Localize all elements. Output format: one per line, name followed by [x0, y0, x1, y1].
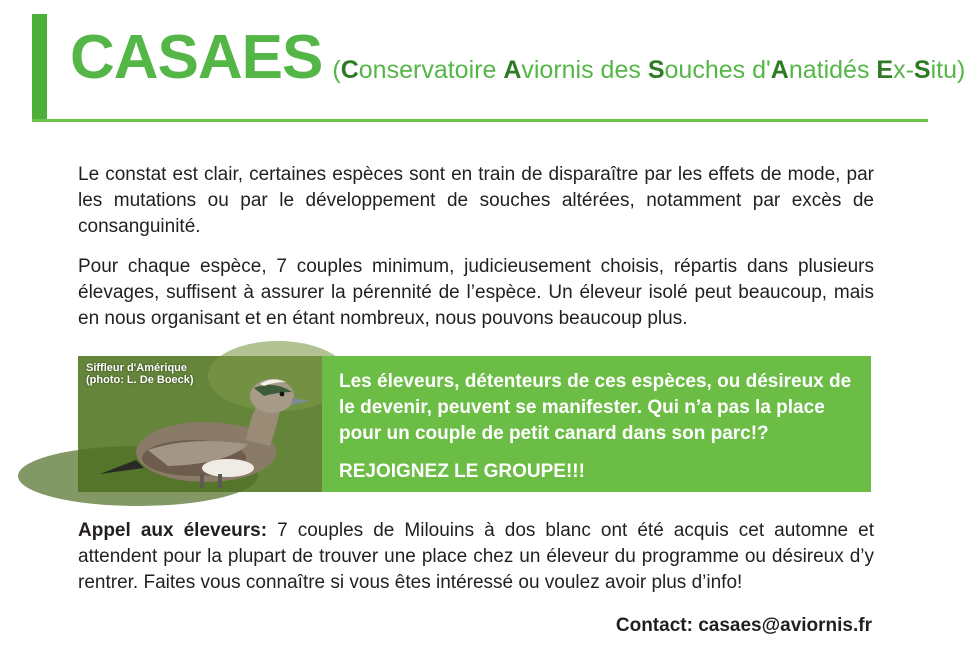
contact-line	[616, 615, 872, 637]
title-expansion	[332, 56, 965, 84]
subtitle-word: onservatoire	[358, 56, 504, 84]
subtitle-paren-close: )	[957, 56, 965, 84]
subtitle-letter: S	[647, 56, 665, 84]
contact-label: Contact:	[615, 615, 699, 636]
title-acronym: CASAES	[70, 23, 323, 92]
subtitle-word: viornis des	[521, 56, 648, 84]
title-accent-bar	[32, 14, 47, 120]
subtitle-word: itu	[930, 56, 957, 84]
subtitle-paren-open: (	[332, 56, 341, 84]
subtitle-letter: E	[876, 56, 894, 84]
page-title	[70, 22, 965, 93]
subtitle-letter: A	[770, 56, 789, 84]
subtitle-word: natidés	[788, 56, 877, 84]
intro-paragraph: Le constat est clair, certaines espèces sont en train de disparaître par les effets de mode, par les mutations ou par le développement de souches altérées, notamment par excès de consanguinité.	[78, 164, 874, 237]
subtitle-word: x-	[893, 56, 914, 84]
appeal-label: Appel aux éleveurs:	[78, 520, 268, 541]
photo-caption-credit: (photo: L. De Boeck)	[86, 374, 194, 386]
duck-photo	[78, 356, 322, 492]
callout-text: Les éleveurs, détenteurs de ces espèces, ou désireux de le devenir, peuvent se manifester. Qui n’a pas la place pour un couple de petit canard dans son parc!?	[339, 371, 852, 444]
strategy-paragraph: Pour chaque espèce, 7 couples minimum, judicieusement choisis, répartis dans plusieurs élevages, suffisent à assurer la pérennité de l’espèce. Un éleveur isolé peut beaucoup, mais en nous organisant et en étant nombreux, nous pouvons beaucoup plus.	[78, 256, 874, 329]
subtitle-letter: C	[340, 56, 359, 84]
join-group-cta: REJOIGNEZ LE GROUPE!!!	[339, 461, 585, 482]
photo-caption	[86, 362, 194, 386]
subtitle-letter: A	[503, 56, 522, 84]
callout-box	[322, 356, 871, 492]
subtitle-word: ouches d'	[664, 56, 771, 84]
contact-email-link[interactable]: casaes@aviornis.fr	[698, 615, 872, 636]
title-divider	[32, 119, 928, 122]
appeal-paragraph	[78, 518, 874, 596]
appeal-text: 7 couples de Milouins à dos blanc ont été acquis cet automne et attendent pour la plupart de trouver une place chez un éleveur du programme ou désireux d’y rentrer. Faites vous connaître si vous êtes intéressé ou voulez avoir plus d’info!	[78, 520, 874, 593]
subtitle-letter: S	[913, 56, 931, 84]
photo-caption-species: Siffleur d'Amérique	[86, 362, 188, 374]
